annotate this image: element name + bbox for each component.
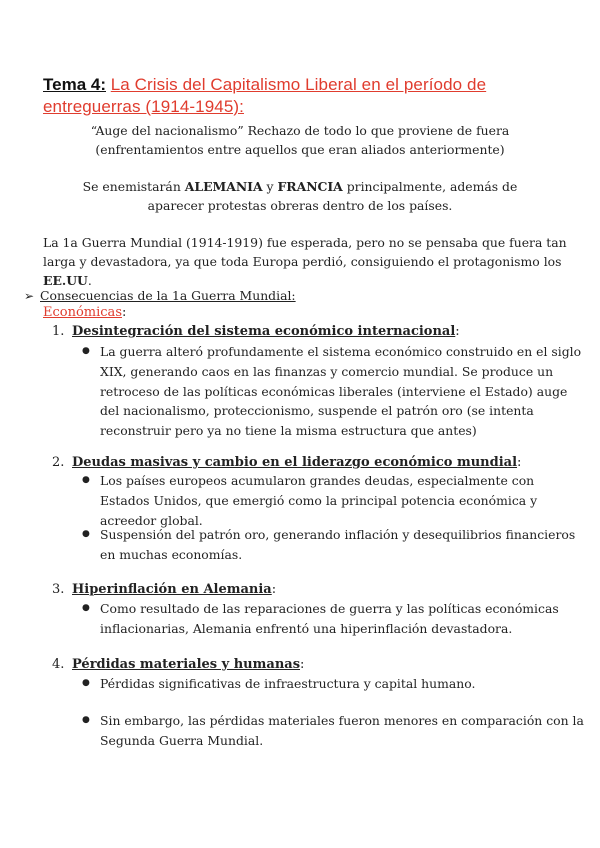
bullet-icon: ● [82,346,90,356]
list-item-title: Deudas masivas y cambio en el liderazgo económico mundial [72,455,518,470]
bullet-icon: ● [82,715,90,725]
arrow-icon: ➢ [24,289,35,303]
enemies-country-b: FRANCIA [277,179,343,194]
intro-line-2: (enfrentamientos entre aquellos que eran aliados anteriormente) [95,142,505,157]
bullet-icon: ● [82,603,90,613]
list-item-colon: : [517,455,522,470]
list-item-heading [52,580,276,599]
economic-label-text: Económicas [43,305,122,320]
bullet-text: Pérdidas significativas de infraestructura y capital humano. [100,676,476,691]
bullet-item [82,674,587,694]
list-item-colon: : [455,324,460,339]
war-end: . [87,273,92,288]
list-item-heading [52,322,460,341]
list-item-title: Pérdidas materiales y humanas [72,657,301,672]
list-item-number: 3. [52,582,65,597]
economic-label-colon: : [121,305,127,320]
bullet-item [82,342,587,441]
enemies-and: y [262,179,278,194]
list-item-colon: : [271,582,277,597]
bullet-item [82,711,587,751]
list-item-number: 1. [52,324,65,339]
economic-label [43,303,126,322]
list-item-title: Hiperinflación en Alemania [72,582,272,597]
enemies-post: principalmente, además de aparecer protestas obreras dentro de los países. [147,179,518,213]
list-item-number: 4. [52,657,65,672]
list-item-heading [52,655,304,674]
tema-label: Tema 4: [43,75,106,94]
bullet-item [82,599,587,639]
page-title [43,74,583,118]
bullet-text: Como resultado de las reparaciones de guerra y las políticas económicas inflacionarias, Alemania enfrentó una hiperinflación devastadora. [100,601,559,636]
bullet-text: Sin embargo, las pérdidas materiales fueron menores en comparación con la Segunda Guerra Mundial. [100,713,584,748]
title-subtitle: La Crisis del Capitalismo Liberal en el período de entreguerras (1914-1945): [43,75,487,116]
section-heading-text: Consecuencias de la 1a Guerra Mundial: [40,288,296,303]
bullet-text: La guerra alteró profundamente el sistema económico construido en el siglo XIX, generando caos en las finanzas y comercio mundial. Se produce un retroceso de las políticas económicas liberales (interviene el Estado) auge del nacionalismo, proteccionismo, suspende el patrón oro (se intenta reconstruir pero ya no tiene la misma estructura que antes) [100,344,582,439]
bullet-item [82,471,587,530]
list-item-colon: : [300,657,305,672]
bullet-icon: ● [82,529,90,539]
list-item-number: 2. [52,455,65,470]
title-block [43,74,583,118]
enemies-country-a: ALEMANIA [184,179,263,194]
enemies-pre: Se enemistarán [82,179,185,194]
bullet-icon: ● [82,475,90,485]
list-item-heading [52,453,521,472]
war-paragraph [43,233,588,290]
enemies-paragraph [60,177,540,215]
war-text: La 1a Guerra Mundial (1914-1919) fue esperada, pero no se pensaba que fuera tan larga y devastadora, ya que toda Europa perdió, consiguiendo el protagonismo los [43,235,567,269]
bullet-icon: ● [82,678,90,688]
list-item-title: Desintegración del sistema económico internacional [72,324,456,339]
intro-line-1: “Auge del nacionalismo” Rechazo de todo lo que proviene de fuera [90,123,510,138]
bullet-text: Suspensión del patrón oro, generando inflación y desequilibrios financieros en muchas economías. [100,527,576,562]
bullet-text: Los países europeos acumularon grandes deudas, especialmente con Estados Unidos, que emergió como la principal potencia económica y acreedor global. [100,473,538,528]
bullet-item [82,525,587,565]
war-bold: EE.UU [43,273,88,288]
